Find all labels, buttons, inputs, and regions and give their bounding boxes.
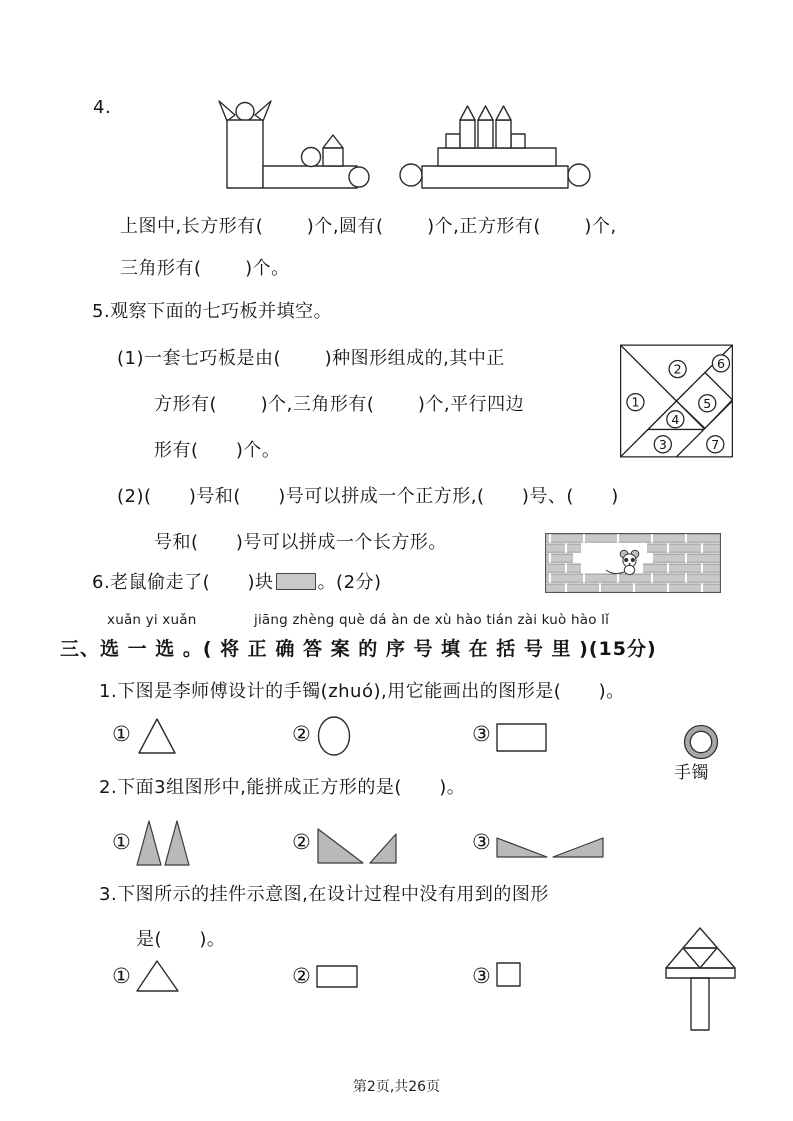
s3q1-text: 1.下图是李师傅设计的手镯(zhuó),用它能画出的图形是( )。 xyxy=(99,681,625,702)
page-number: 第2页,共26页 xyxy=(352,1079,441,1095)
q4-blocks-figure-left xyxy=(205,98,375,198)
q6-text-pre: 6.老鼠偷走了( )块 xyxy=(92,572,274,593)
s3q2-option2-triangles xyxy=(315,826,399,866)
s3q3-text-line2: 是( )。 xyxy=(136,929,226,950)
s3q2-option3-marker: ③ xyxy=(472,830,491,854)
q4-number: 4. xyxy=(93,97,112,118)
q5-part2-line1: (2)( )号和( )号可以拼成一个正方形,( )号、( ) xyxy=(117,486,619,507)
s3q2-option1-marker: ① xyxy=(112,830,131,854)
brick-wall-figure xyxy=(545,533,721,593)
s3q3-option2-marker: ② xyxy=(292,964,311,988)
tangram-label-6: 6 xyxy=(716,355,725,371)
q6-text xyxy=(92,572,382,594)
pendant-figure xyxy=(658,924,743,1049)
q5-part1-line1: (1)一套七巧板是由( )种图形组成的,其中正 xyxy=(117,348,505,369)
s3q2-option3-triangles xyxy=(495,834,607,860)
s3q1-option2-circle xyxy=(315,714,353,758)
s3q3-option3-square xyxy=(495,961,523,989)
s3q2-text: 2.下面3组图形中,能拼成正方形的是( )。 xyxy=(99,777,466,798)
q5-part1-line3: 形有( )个。 xyxy=(154,440,281,461)
q5-part2-line2: 号和( )号可以拼成一个长方形。 xyxy=(154,532,447,553)
section3-title: 三、选 一 选 。( 将 正 确 答 案 的 序 号 填 在 括 号 里 )(15分) xyxy=(60,638,657,660)
section3-pinyin-right: jiāng zhèng què dá àn de xù hào tián zài kuò hào lǐ xyxy=(254,612,610,628)
q5-title: 5.观察下面的七巧板并填空。 xyxy=(92,301,333,322)
section3-pinyin-left: xuǎn yi xuǎn xyxy=(107,612,197,628)
tangram-label-5: 5 xyxy=(703,395,712,411)
tangram-label-2: 2 xyxy=(673,361,682,377)
s3q3-option1-triangle xyxy=(134,958,182,994)
q6-text-post: 。(2分) xyxy=(317,572,382,593)
s3q3-option3-marker: ③ xyxy=(472,964,491,988)
tangram-label-7: 7 xyxy=(711,436,720,452)
q4-text-line2: 三角形有( )个。 xyxy=(120,258,290,279)
q5-part1-line2: 方形有( )个,三角形有( )个,平行四边 xyxy=(154,394,525,415)
tangram-label-3: 3 xyxy=(658,436,667,452)
s3q3-text-line1: 3.下图所示的挂件示意图,在设计过程中没有用到的图形 xyxy=(99,884,549,905)
s3q2-option2-marker: ② xyxy=(292,830,311,854)
brick-icon xyxy=(276,573,316,590)
tangram-figure xyxy=(618,344,735,458)
q4-text-line1: 上图中,长方形有( )个,圆有( )个,正方形有( )个, xyxy=(120,216,617,237)
wall-hole xyxy=(573,543,651,574)
s3q1-option1-marker: ① xyxy=(112,722,131,746)
s3q1-option3-marker: ③ xyxy=(472,722,491,746)
tangram-label-1: 1 xyxy=(631,394,640,410)
s3q1-option3-rectangle xyxy=(495,722,549,754)
s3q3-option2-rectangle xyxy=(315,964,359,990)
tangram-label-4: 4 xyxy=(671,411,680,427)
s3q1-option2-marker: ② xyxy=(292,722,311,746)
bracelet-ring-icon xyxy=(681,722,721,762)
bracelet-label: 手镯 xyxy=(674,763,709,783)
s3q3-option1-marker: ① xyxy=(112,964,131,988)
s3q1-option1-triangle xyxy=(136,716,178,756)
q4-blocks-figure-right xyxy=(398,102,593,197)
s3q2-option1-triangles xyxy=(135,818,195,868)
